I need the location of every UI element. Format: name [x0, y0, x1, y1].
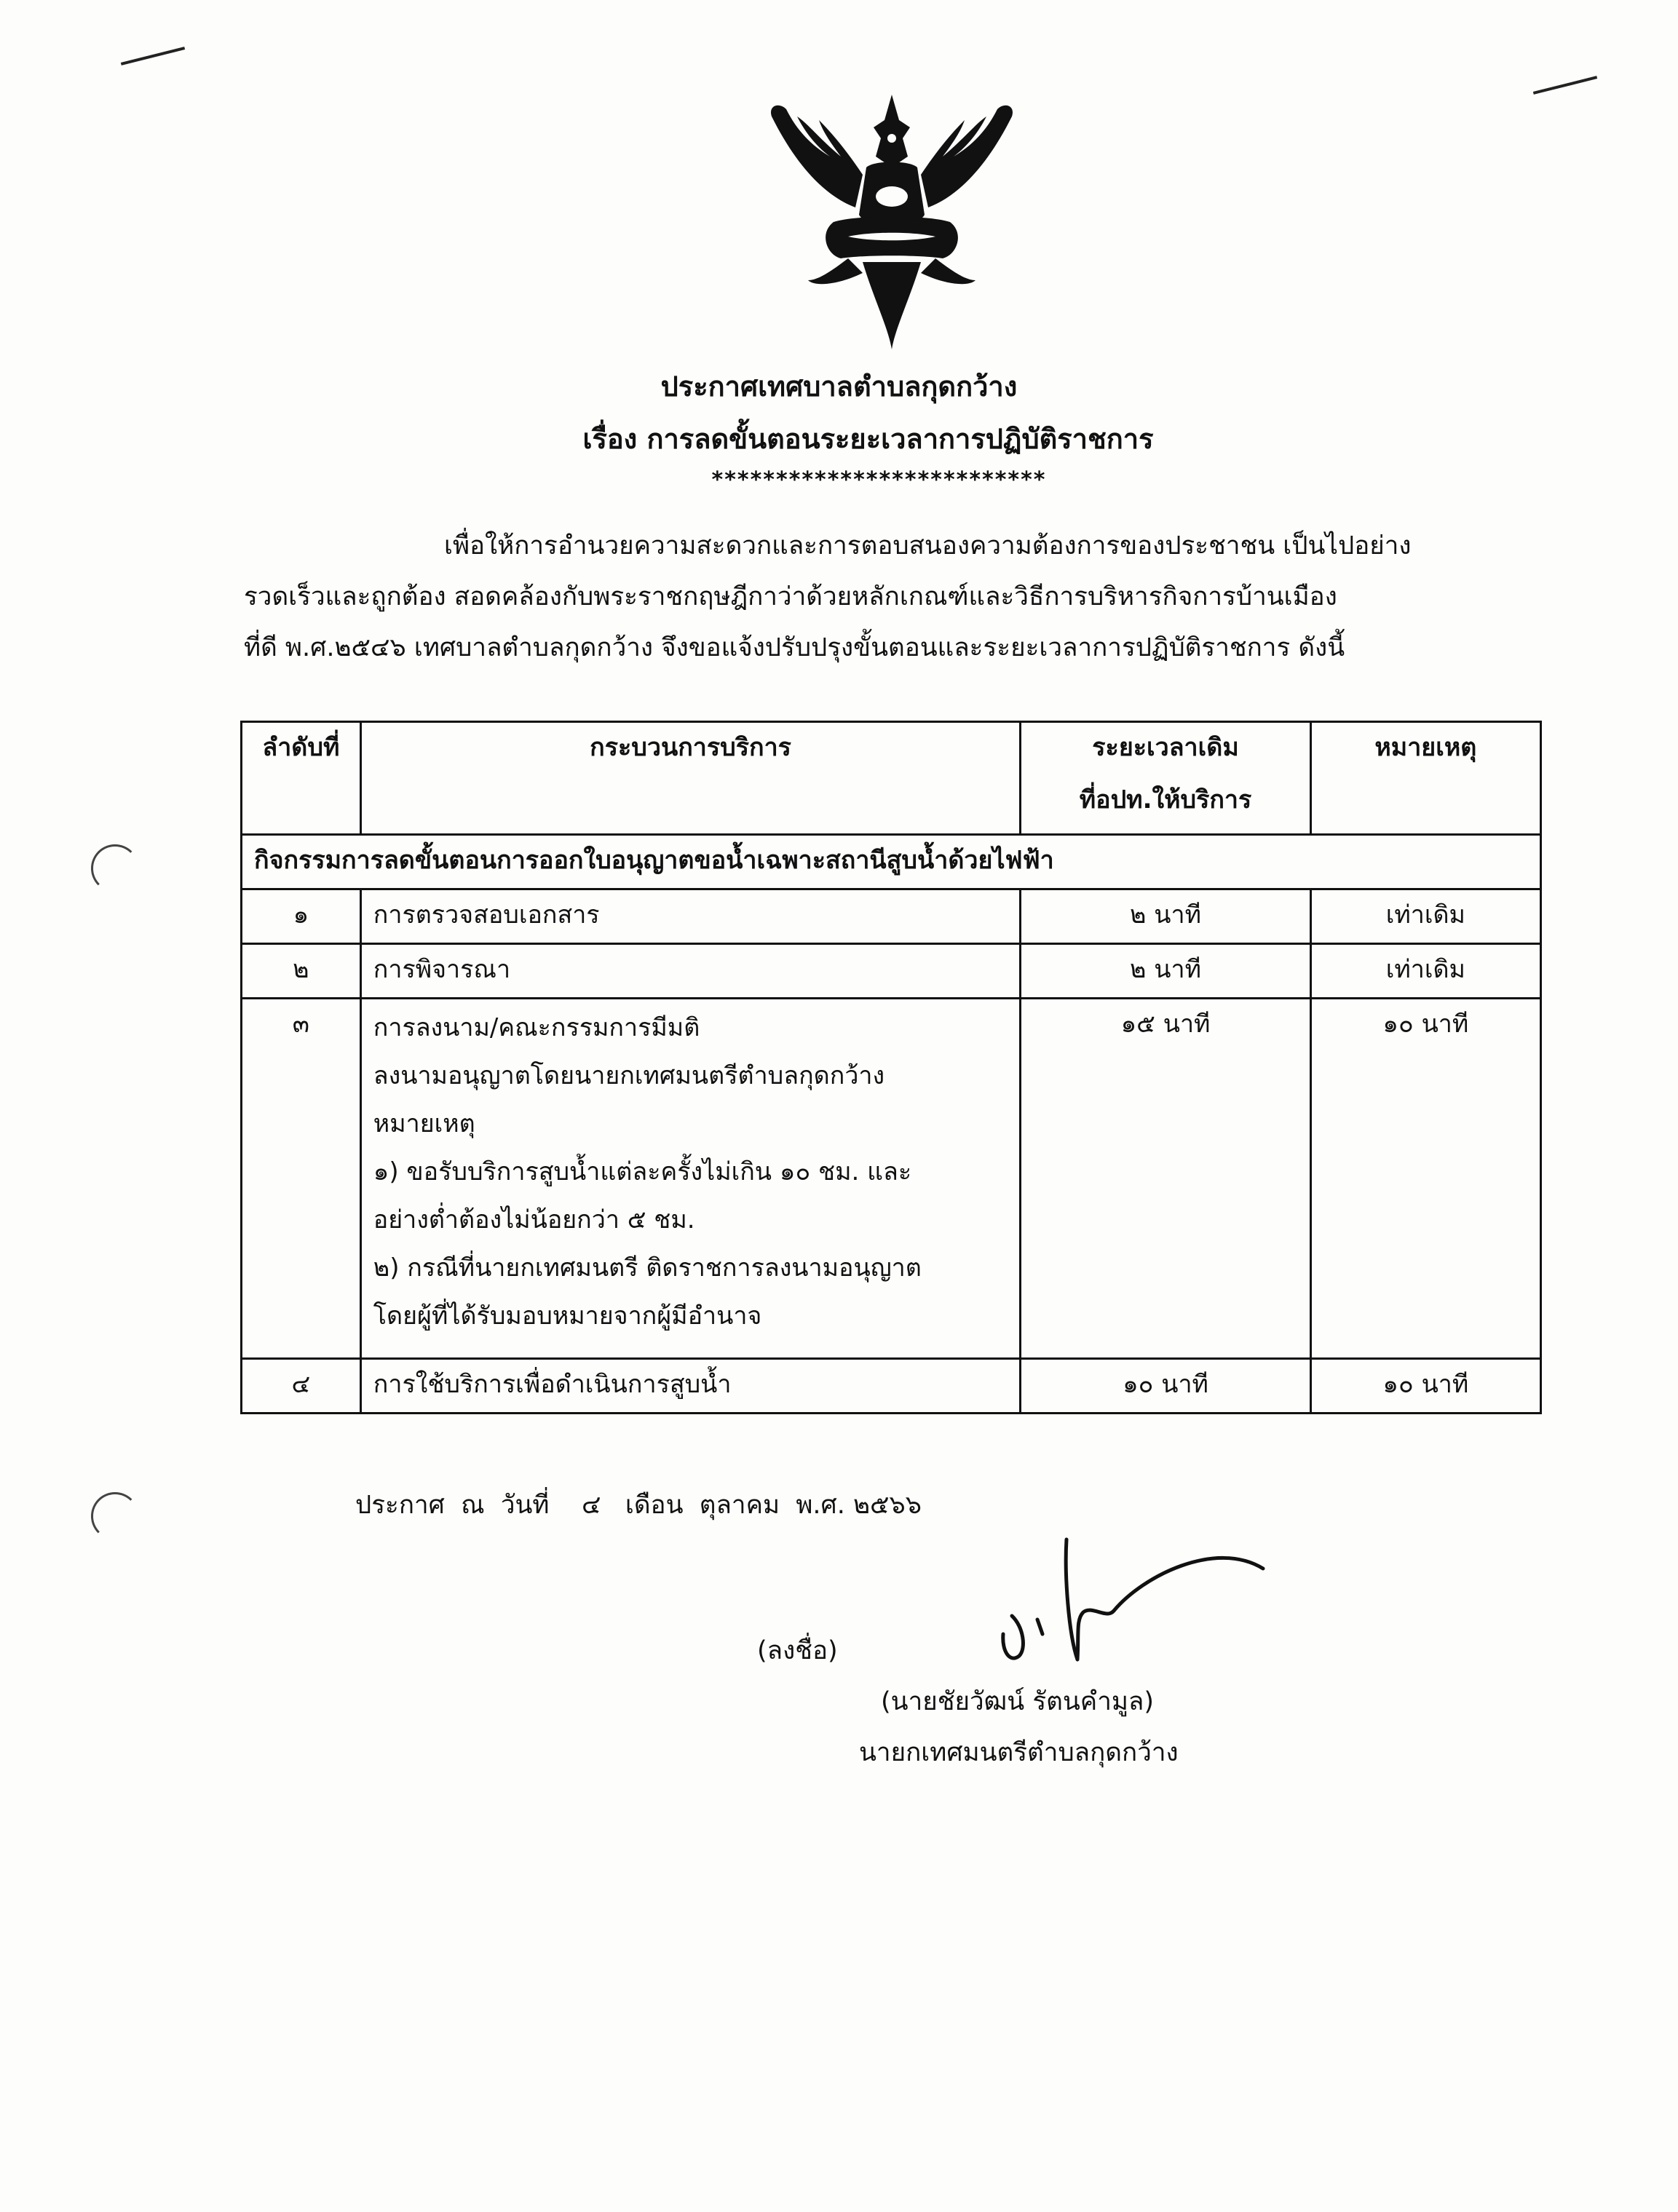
title-separator: **************************: [711, 467, 1047, 493]
header-time-line2: ที่อปท.ให้บริการ: [1079, 785, 1252, 814]
row-time: ๑๕ นาที: [1021, 999, 1310, 1359]
header-note: หมายเหตุ: [1310, 722, 1540, 835]
announcement-subject: เรื่อง การลดขั้นตอนระยะเวลาการปฏิบัติราชการ: [582, 423, 1154, 455]
row-no: ๔: [242, 1359, 361, 1414]
signed-label: (ลงชื่อ): [757, 1636, 838, 1665]
row-note: ๑๐ นาที: [1310, 999, 1540, 1359]
row-note: เท่าเดิม: [1310, 944, 1540, 999]
announcement-date: ประกาศ ณ วันที่ ๔ เดือน ตุลาคม พ.ศ. ๒๕๖๖: [355, 1491, 922, 1520]
signer-position: นายกเทศมนตรีตำบลกุดกว้าง: [859, 1738, 1179, 1767]
table-row: [242, 889, 1541, 944]
intro-line-1: เพื่อให้การอำนวยความสะดวกและการตอบสนองความต้องการของประชาชน เป็นไปอย่าง: [444, 531, 1412, 560]
row-time: ๒ นาที: [1021, 889, 1310, 944]
header-time-line1: ระยะเวลาเดิม: [1092, 733, 1239, 762]
process-line: การลงนาม/คณะกรรมการมีมติ: [373, 1013, 700, 1042]
punch-hole-top: [91, 844, 139, 892]
process-line: หมายเหตุ: [373, 1109, 475, 1138]
row-no: ๒: [242, 944, 361, 999]
header-time: [1021, 722, 1310, 835]
intro-line-3: ที่ดี พ.ศ.๒๕๔๖ เทศบาลตำบลกุดกว้าง จึงขอแจ้งปรับปรุงขั้นตอนและระยะเวลาการปฏิบัติราชการ ดังนี้: [244, 633, 1345, 662]
process-line: ลงนามอนุญาตโดยนายกเทศมนตรีตำบลกุดกว้าง: [373, 1061, 885, 1090]
punch-hole-bottom: [91, 1492, 139, 1540]
row-time: ๒ นาที: [1021, 944, 1310, 999]
row-process: การตรวจสอบเอกสาร: [360, 889, 1021, 944]
service-table: [240, 721, 1542, 1414]
process-line: ๑) ขอรับบริการสูบน้ำแต่ละครั้งไม่เกิน ๑๐ ชม. และ: [373, 1157, 912, 1186]
row-process: การพิจารณา: [360, 944, 1021, 999]
intro-line-2: รวดเร็วและถูกต้อง สอดคล้องกับพระราชกฤษฎีกาว่าด้วยหลักเกณฑ์และวิธีการบริหารกิจการบ้านเมือง: [244, 582, 1337, 611]
header-process: กระบวนการบริการ: [360, 722, 1021, 835]
row-note: เท่าเดิม: [1310, 889, 1540, 944]
garuda-emblem: [746, 87, 1037, 357]
group-row: [242, 835, 1541, 889]
row-time: ๑๐ นาที: [1021, 1359, 1310, 1414]
process-line: ๒) กรณีที่นายกเทศมนตรี ติดราชการลงนามอนุญาต: [373, 1253, 922, 1283]
row-no: ๓: [242, 999, 361, 1359]
pen-mark-right: [1533, 76, 1597, 95]
row-no: ๑: [242, 889, 361, 944]
pen-mark-left: [121, 47, 185, 66]
signer-name: (นายชัยวัฒน์ รัตนคำมูล): [881, 1687, 1155, 1716]
header-no: ลำดับที่: [242, 722, 361, 835]
handwritten-signature: [997, 1525, 1274, 1670]
table-row: [242, 1359, 1541, 1414]
process-line: โดยผู้ที่ได้รับมอบหมายจากผู้มีอำนาจ: [373, 1301, 762, 1331]
row-process: การใช้บริการเพื่อดำเนินการสูบน้ำ: [360, 1359, 1021, 1414]
table-row: [242, 999, 1541, 1359]
row-note: ๑๐ นาที: [1310, 1359, 1540, 1414]
table-header-row: [242, 722, 1541, 835]
row-process: [360, 999, 1021, 1359]
table-row: [242, 944, 1541, 999]
process-line: อย่างต่ำต้องไม่น้อยกว่า ๕ ชม.: [373, 1205, 695, 1234]
group-label: กิจกรรมการลดขั้นตอนการออกใบอนุญาตขอน้ำเฉพาะสถานีสูบน้ำด้วยไฟฟ้า: [242, 835, 1541, 889]
announcement-title: ประกาศเทศบาลตำบลกุดกว้าง: [660, 370, 1018, 403]
